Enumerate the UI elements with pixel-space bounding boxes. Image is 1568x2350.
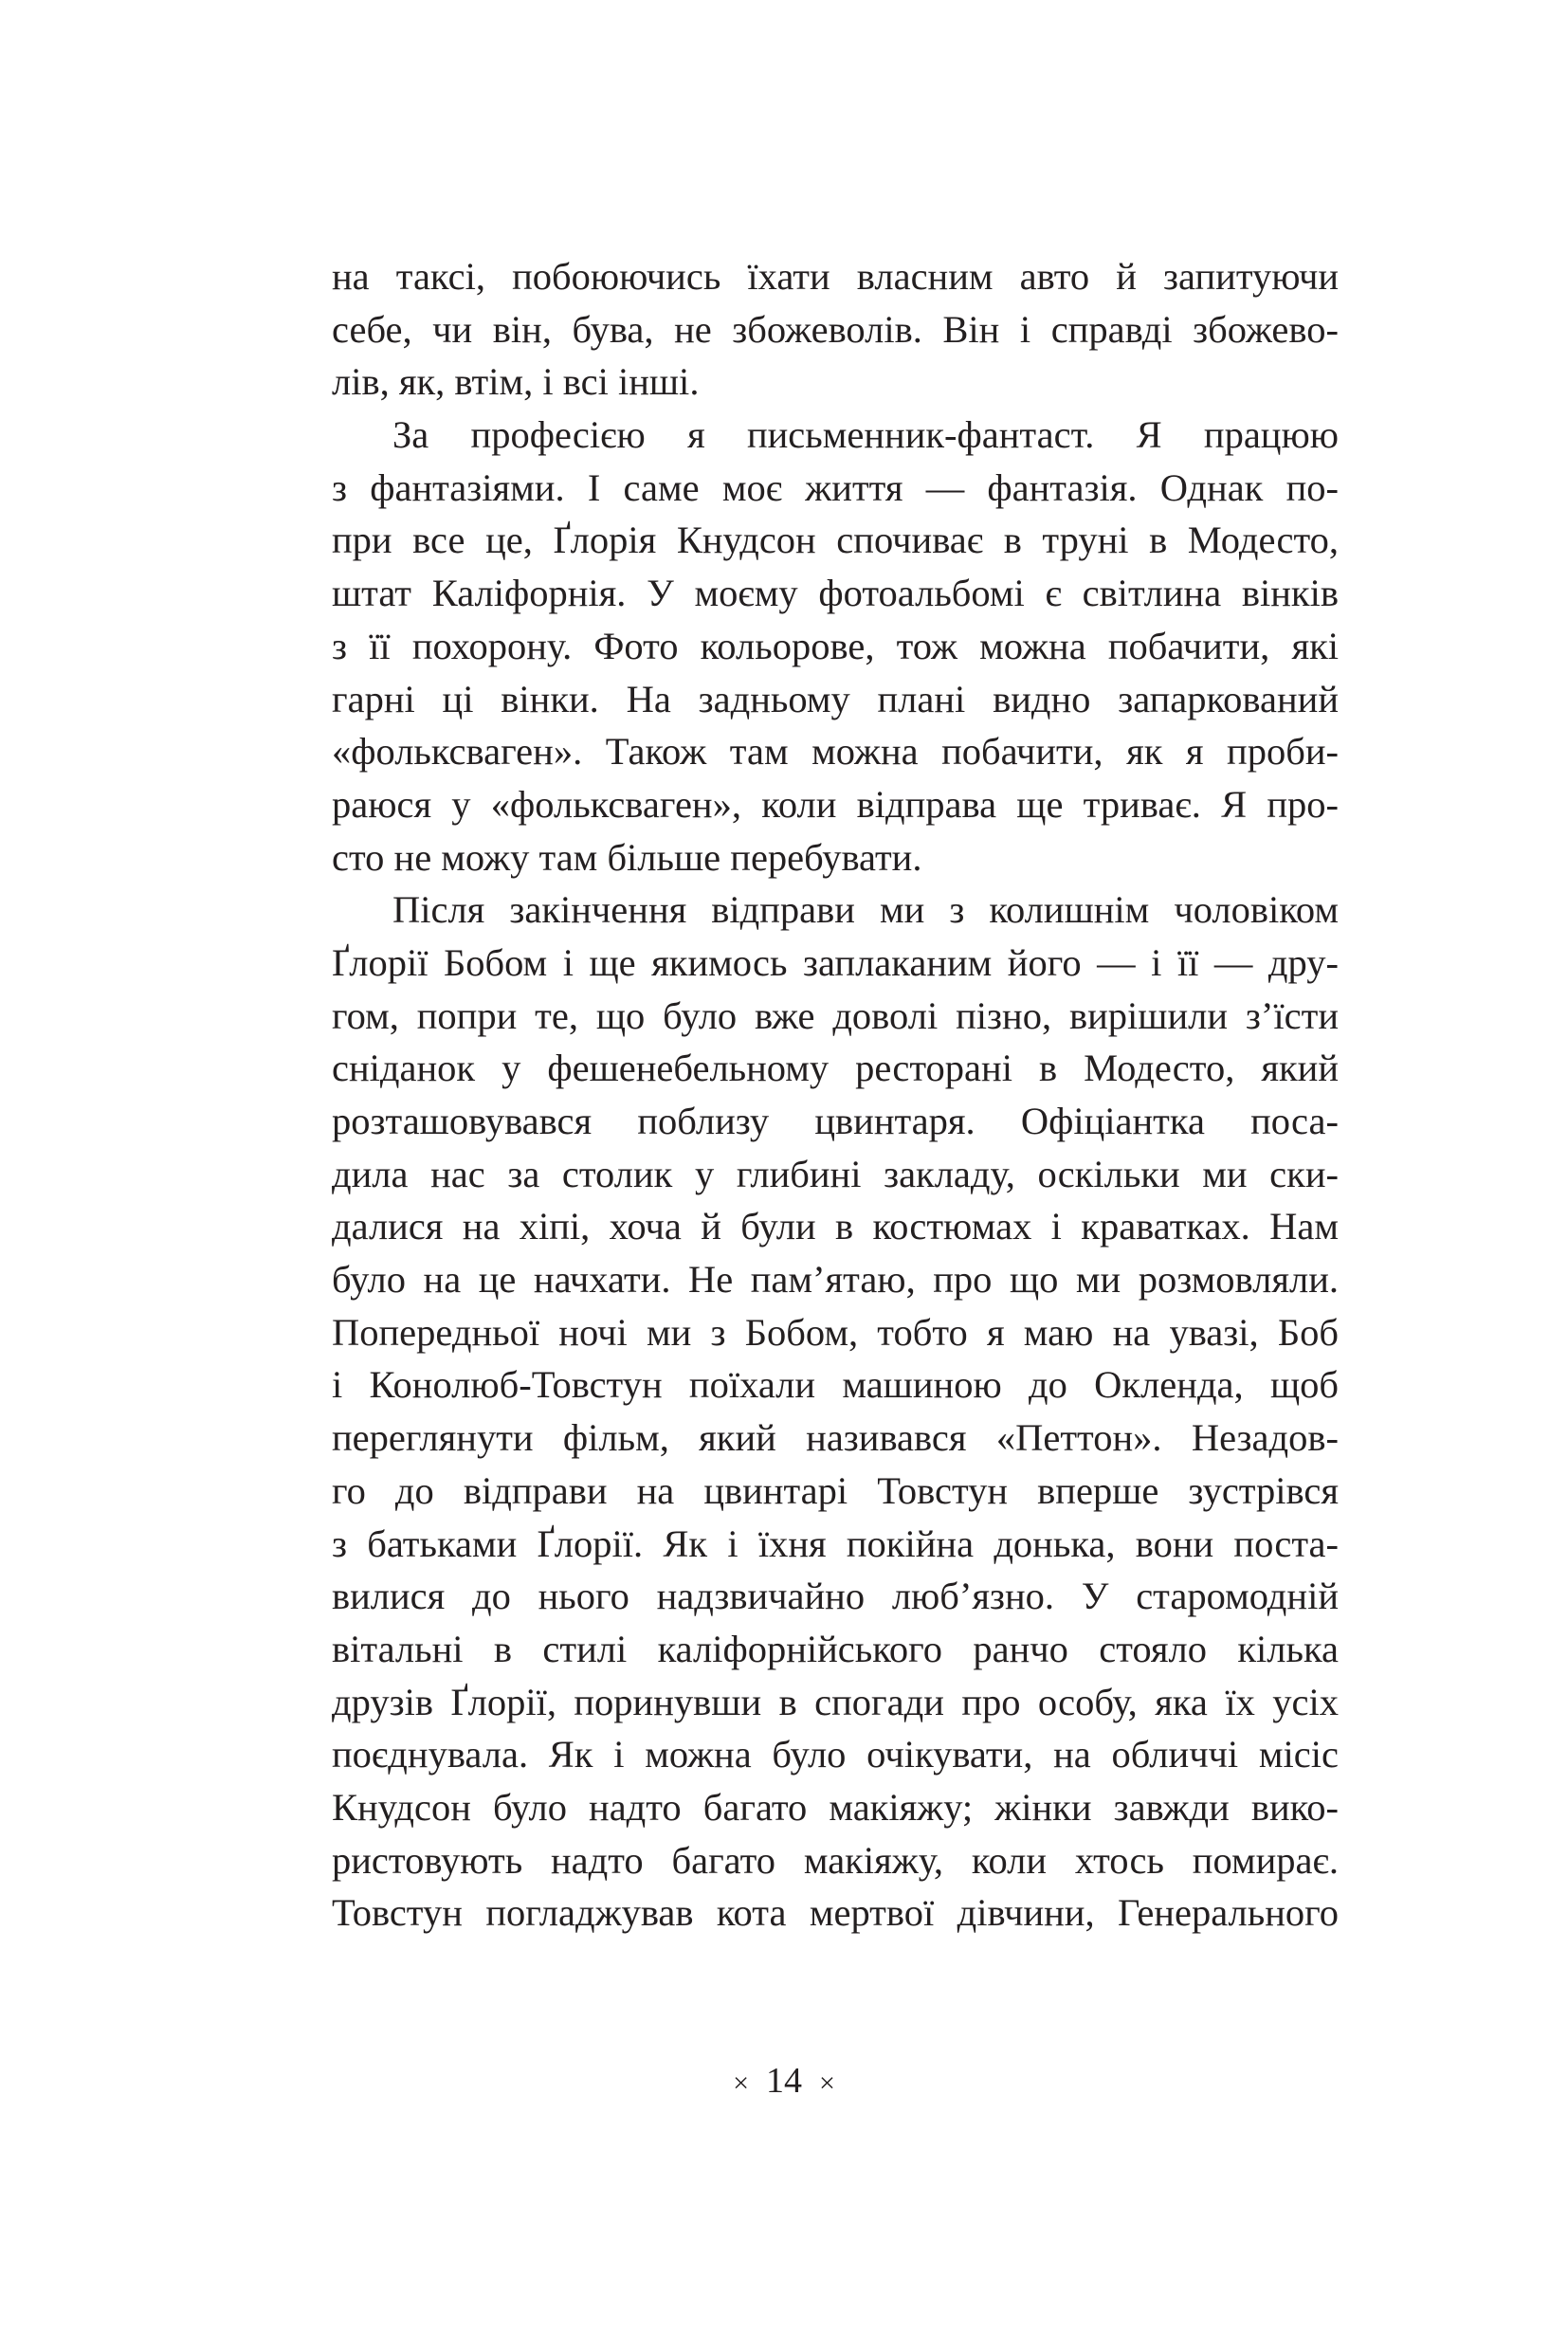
text-line: го до відправи на цвинтарі Товстун вперше зустрівся — [332, 1468, 1339, 1512]
text-line: на таксі, побоюючись їхати власним авто й запитуючи — [332, 255, 1339, 298]
text-line: Кнудсон було надто багато макіяжу; жінки завжди вико- — [332, 1785, 1339, 1829]
text-line: За професією я письменник-фантаст. Я працюю — [392, 413, 1339, 457]
text-line: з її похорону. Фото кольорове, тож можна побачити, які — [332, 624, 1339, 667]
text-line: гарні ці вінки. На задньому плані видно запаркований — [332, 677, 1339, 720]
text-line: Ґлорії Бобом і ще якимось заплаканим його — і її — дру- — [332, 940, 1339, 984]
text-line: вітальні в стилі каліфорнійського ранчо стояло кілька — [332, 1627, 1339, 1670]
text-line: і Конолюб-Товстун поїхали машиною до Окленда, щоб — [332, 1363, 1339, 1407]
text-line: дила нас за столик у глибині закладу, оскільки ми ски- — [332, 1152, 1339, 1195]
folio-ornament-left: × — [733, 2068, 749, 2099]
text-line: сніданок у фешенебельному ресторані в Модесто, який — [332, 1047, 1339, 1090]
text-line: ристовують надто багато макіяжу, коли хтось помирає. — [332, 1838, 1339, 1882]
text-line: Товстун погладжував кота мертвої дівчини, Генерального — [332, 1891, 1339, 1935]
page-footer — [0, 2057, 1568, 2107]
text-line: сто не можу там більше перебувати. — [332, 835, 922, 879]
text-line: з фантазіями. І саме моє життя — фантазія. Однак по- — [332, 465, 1339, 509]
body-text — [332, 250, 1339, 1940]
text-line: гом, попри те, що було вже доволі пізно, вирішили з’їсти — [332, 993, 1339, 1037]
text-line: «фольксваген». Також там можна побачити, як я проби- — [332, 730, 1339, 774]
text-line: переглянути фільм, який називався «Петтон». Незадов- — [332, 1416, 1339, 1460]
text-line: поєднувала. Як і можна було очікувати, на обличчі місіс — [332, 1733, 1339, 1776]
text-line: лів, як, втім, і всі інші. — [332, 360, 700, 404]
page-number: 14 — [766, 2061, 802, 2101]
text-line: друзів Ґлорії, поринувши в спогади про особу, яка їх усіх — [332, 1680, 1339, 1723]
text-line: штат Каліфорнія. У моєму фотоальбомі є світлина вінків — [332, 572, 1339, 615]
text-line: з батьками Ґлорії. Як і їхня покійна донька, вони поста- — [332, 1521, 1339, 1565]
text-line: далися на хіпі, хоча й були в костюмах і краватках. Нам — [332, 1205, 1339, 1248]
text-line: розташовувався поблизу цвинтаря. Офіціантка поса- — [332, 1100, 1339, 1142]
text-line: вилися до нього надзвичайно люб’язно. У старомодній — [332, 1575, 1339, 1618]
text-line: себе, чи він, бува, не збожеволів. Він і справді збожево- — [332, 307, 1339, 351]
text-line: при все це, Ґлорія Кнудсон спочиває в труні в Модесто, — [332, 519, 1339, 562]
folio-ornament-right: × — [819, 2068, 835, 2099]
text-line: Після закінчення відправи ми з колишнім чоловіком — [392, 888, 1339, 932]
text-line: Попередньої ночі ми з Бобом, тобто я маю на увазі, Боб — [332, 1310, 1339, 1354]
text-line: раюся у «фольксваген», коли відправа ще триває. Я про- — [332, 782, 1339, 826]
text-line: було на це начхати. Не пам’ятаю, про що ми розмовляли. — [332, 1258, 1339, 1302]
